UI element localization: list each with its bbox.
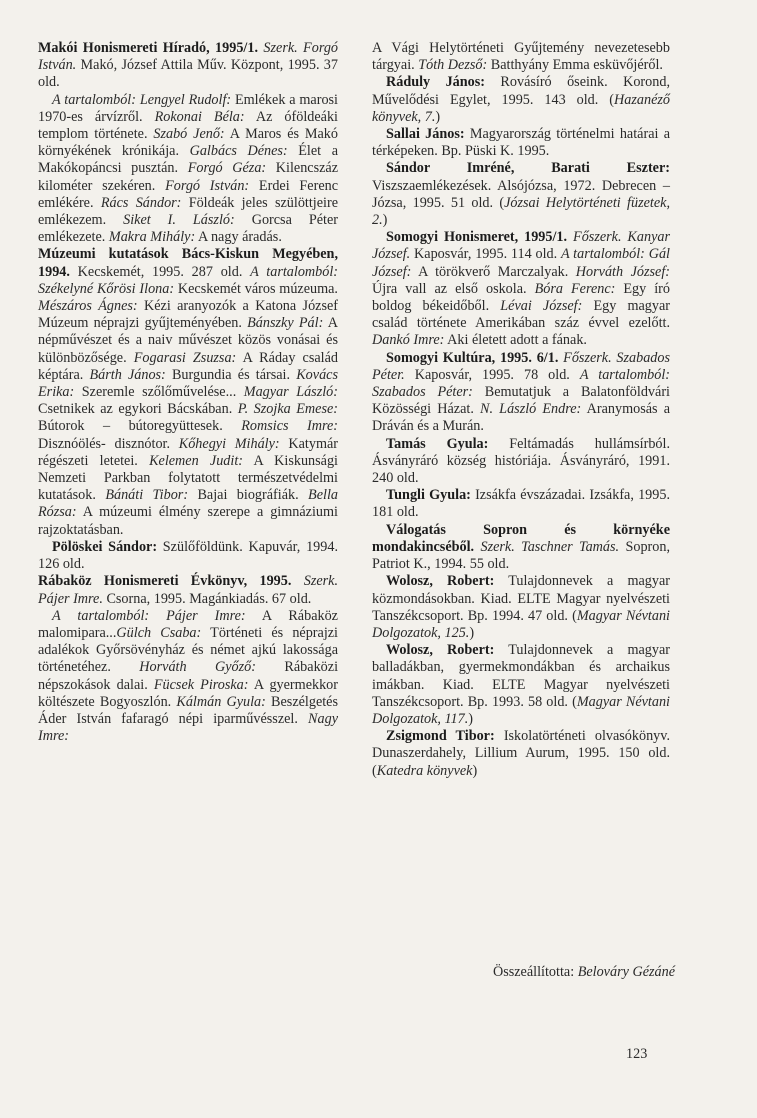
entry-italic-text: A tartalomból: Szabados Péter: xyxy=(372,366,670,401)
entry-text: Csorna, 1995. Magánkiadás. 67 old. xyxy=(102,590,312,607)
entry-italic-text: Fücsek Piroska: xyxy=(153,676,249,693)
entry-text: Kaposvár, 1995. 114 old. xyxy=(410,246,561,263)
entry-text: Beszélgetés Áder István fafaragó népi iparművésszel. xyxy=(38,693,338,727)
entry-text: Disznóölés- disznótor. xyxy=(38,435,179,452)
entry-heading: Somogyi Kultúra, 1995. 6/1. xyxy=(386,349,559,366)
entry-heading: Válogatás Sopron és környéke mondakincséből. xyxy=(372,521,670,555)
entry-text: Kilencszáz kilométer szekéren. xyxy=(38,160,338,194)
entry-text: Bajai biográfiák. xyxy=(188,487,309,504)
bibliography-entry xyxy=(38,92,338,247)
entry-text: ) xyxy=(469,624,475,641)
entry-italic-text: Galbács Dénes: xyxy=(189,143,288,160)
entry-italic-text: Rokonai Béla: xyxy=(154,108,245,125)
entry-text: A múzeumi élmény szerepe a gimnáziumi rajzoktatásban. xyxy=(38,504,338,538)
entry-text: Magyarország történelmi határai a térképeken. Bp. Püski K. 1995. xyxy=(372,126,670,160)
bibliography-entry xyxy=(38,246,338,538)
entry-text: Feltámadás hullámsírból. Ásványráró község históriája. Ásványráró, 1991. 240 old. xyxy=(372,435,670,487)
entry-italic-text: Katedra könyvek xyxy=(376,762,473,779)
entry-italic-text: Szabó Jenő: xyxy=(153,126,225,143)
compiled-by xyxy=(425,964,675,981)
bibliography-entry xyxy=(372,573,670,642)
compiled-by-name: Belováry Gézáné xyxy=(577,964,675,980)
entry-text xyxy=(291,573,303,589)
entry-italic-text: Siket I. László: xyxy=(123,212,235,229)
bibliography-entry xyxy=(38,573,338,607)
bibliography-entry xyxy=(372,126,670,160)
entry-text: A nagy áradás. xyxy=(195,229,282,246)
entry-text: A népművészet és a naiv művészet közös vonásai és különbözősége. xyxy=(38,315,338,366)
entry-text: A Kiskunsági Nemzeti Parkban folytatott természetvédelmi kutatások. xyxy=(38,452,338,504)
entry-italic-text: Dankó Imre: xyxy=(372,332,445,349)
entry-italic-text: Szerk. Taschner Tamás. xyxy=(480,538,620,555)
entry-text: Rovásíró őseink. Korond, Művelődési Egylet, 1995. 143 old. ( xyxy=(372,74,670,108)
entry-text: Izsákfa évszázadai. Izsákfa, 1995. 181 old. xyxy=(372,487,670,521)
entry-text: Élet a Makókopáncsi pusztán. xyxy=(38,143,338,177)
entry-heading: Wolosz, Robert: xyxy=(386,573,495,590)
entry-italic-text: Nagy Imre: xyxy=(38,710,338,745)
entry-heading: Makói Honismereti Híradó, 1995/1. xyxy=(38,40,259,56)
entry-text: Iskolatörténeti olvasókönyv. Dunaszerdahely, Lillium Aurum, 1995. 150 old. ( xyxy=(372,728,670,779)
entry-heading: Wolosz, Robert: xyxy=(386,642,495,659)
entry-italic-text: Forgó Géza: xyxy=(187,160,267,177)
entry-italic-text: Bella Rózsa: xyxy=(38,487,338,521)
bibliography-entry xyxy=(372,160,670,229)
entry-italic-text: Főszerk. Kanyar József. xyxy=(372,229,670,263)
entry-text: Csetnikek az egykori Bácskában. xyxy=(38,401,238,418)
entry-italic-text: Szerk. Pájer Imre. xyxy=(38,573,339,607)
entry-text: Tulajdonnevek a magyar közmondásokban. Kiad. ELTE Magyar nyelvészeti Tanszékcsoport. Bp. 1994. 47 old. ( xyxy=(372,573,671,624)
entry-text: Tulajdonnevek a magyar balladákban, gyermekmondákban és archaikus imákban. Kiad. ELTE Magyar nyelvészeti Tanszékcsoport. Bp. 1993. 58 old. ( xyxy=(372,642,671,710)
entry-text: Sopron, Patriot K., 1994. 55 old. xyxy=(372,538,670,573)
entry-text: Földeák jeles szülöttjeire emlékezem. xyxy=(38,194,338,229)
entry-italic-text: Magyar Névtani Dolgozatok, 117. xyxy=(372,693,670,727)
entry-text: Bútorok – bútoregyüttesek. xyxy=(38,418,242,435)
entry-text: Makó, József Attila Műv. Központ, 1995. 37 old. xyxy=(38,57,338,91)
left-column xyxy=(38,40,338,745)
entry-italic-text: A tartalomból: Székelyné Kőrösi Ilona: xyxy=(38,263,339,297)
entry-text: Kecskemét, 1995. 287 old. xyxy=(69,263,251,280)
entry-italic-text: Kőhegyi Mihály: xyxy=(178,435,280,452)
entry-italic-text: P. Szojka Emese: xyxy=(237,401,338,418)
entry-italic-text: Bánáti Tibor: xyxy=(105,487,189,504)
entry-text: Egy író boldog békeidőből. xyxy=(372,280,670,315)
entry-text: Gorcsa Péter emlékezete. xyxy=(38,212,338,246)
entry-heading: Rábaköz Honismereti Évkönyv, 1995. xyxy=(38,573,292,590)
entry-text: Újra vall az első oskola. xyxy=(372,280,535,297)
entry-text: ) xyxy=(382,212,388,229)
bibliography-entry xyxy=(372,642,670,728)
entry-text: Erdei Ferenc emlékére. xyxy=(38,177,339,211)
entry-text: Kaposvár, 1995. 78 old. xyxy=(404,366,580,383)
entry-text: Egy magyar család története Amerikában száz évvel ezelőtt. xyxy=(372,298,671,332)
entry-text: Szeremle szőlőművelése... xyxy=(74,384,244,401)
bibliography-entry xyxy=(38,608,338,746)
entry-italic-text: Makra Mihály: xyxy=(108,229,196,246)
entry-text: ) xyxy=(472,762,478,779)
entry-text: A Maros és Makó környékének krónikája. xyxy=(38,126,338,160)
entry-heading: Tungli Gyula: xyxy=(386,487,471,504)
entry-italic-text: Kálmán Gyula: xyxy=(176,693,266,710)
entry-text: Katymár régészeti letetei. xyxy=(38,435,338,469)
entry-italic-text: Magyar László: xyxy=(243,384,338,401)
entry-italic-text: Horváth József: xyxy=(575,263,670,280)
entry-heading: Zsigmond Tibor: xyxy=(386,728,495,745)
entry-text: ) xyxy=(435,108,441,125)
page-number: 123 xyxy=(626,1046,648,1062)
entry-text: Aki életett adott a fának. xyxy=(444,332,587,349)
entry-italic-text: Magyar Névtani Dolgozatok, 125. xyxy=(372,607,670,641)
entry-italic-text: Forgó István: xyxy=(165,177,250,194)
entry-text: Burgundia és társai. xyxy=(165,366,297,383)
entry-italic-text: Bóra Ferenc: xyxy=(534,280,616,297)
entry-italic-text: N. László Endre: xyxy=(480,401,582,418)
entry-heading: Tamás Gyula: xyxy=(386,435,489,452)
entry-text: Viszszaemlékezések. Alsójózsa, 1972. Debrecen – Józsa, 1995. 51 old. ( xyxy=(372,177,670,211)
entry-text: Bemutatjuk a Balatonföldvári Közösségi Házat. xyxy=(372,384,670,418)
entry-italic-text: A tartalomból: Gál József: xyxy=(372,246,670,280)
entry-italic-text: Főszerk. Szabados Péter. xyxy=(372,349,671,383)
entry-text: A Vági Helytörténeti Gyűjtemény nevezetesebb tárgyai. xyxy=(372,40,670,74)
entry-italic-text: Fogarasi Zsuzsa: xyxy=(133,349,237,366)
bibliography-entry xyxy=(372,522,670,574)
entry-italic-text: A tartalomból: Lengyel Rudolf: xyxy=(52,91,232,108)
entry-italic-text: Kelemen Judit: xyxy=(149,452,244,469)
entry-italic-text: Mészáros Ágnes: xyxy=(38,298,138,315)
bibliography-entry xyxy=(372,229,670,349)
bibliography-entry xyxy=(372,40,670,74)
bibliography-entry xyxy=(38,40,338,92)
compiled-by-label: Összeállította: xyxy=(492,964,575,980)
entry-text: Batthyány Emma esküvőjéről. xyxy=(487,57,663,74)
entry-heading: Somogyi Honismeret, 1995/1. xyxy=(386,229,568,246)
entry-heading: Múzeumi kutatások Bács-Kiskun Megyében, 1994. xyxy=(38,246,338,280)
entry-italic-text: A tartalomból: Pájer Imre: xyxy=(52,607,246,624)
entry-italic-text: Lévai József: xyxy=(500,298,583,315)
entry-text: Aranymosás a Dráván és a Murán. xyxy=(372,401,670,435)
entry-heading: Pölöskei Sándor: xyxy=(52,538,158,555)
entry-text: ) xyxy=(468,710,474,727)
right-column xyxy=(372,40,670,780)
entry-text: A Rábaköz malomipara... xyxy=(38,607,338,641)
bibliography-entry xyxy=(372,350,670,436)
entry-italic-text: Józsai Helytörténeti füzetek, 2. xyxy=(372,194,670,229)
entry-heading: Sallai János: xyxy=(386,126,465,143)
entry-italic-text: Kovács Erika: xyxy=(38,366,338,401)
bibliography-entry xyxy=(372,487,670,521)
entry-italic-text: Rács Sándor: xyxy=(100,194,182,211)
entry-text: A gyermekkor költészete Bogyoszlón. xyxy=(38,676,338,710)
entry-italic-text: Tóth Dezső: xyxy=(418,57,488,74)
entry-text: A törökverő Marczalyak. xyxy=(411,263,576,280)
bibliography-entry xyxy=(372,74,670,126)
entry-italic-text: Bánszky Pál: xyxy=(247,315,324,332)
entry-italic-text: Hazanéző könyvek, 7. xyxy=(372,91,670,125)
bibliography-entry xyxy=(372,728,670,780)
entry-text: Rábaközi népszokások dalai. xyxy=(38,659,339,693)
entry-text: A Ráday család képtára. xyxy=(38,349,338,383)
bibliography-entry xyxy=(38,539,338,573)
entry-text: Kecskemét város múzeuma. xyxy=(174,280,338,297)
entry-text: Szülőföldünk. Kapuvár, 1994. 126 old. xyxy=(38,538,338,573)
bibliography-entry xyxy=(372,436,670,488)
entry-italic-text: Szerk. Forgó István. xyxy=(38,40,339,74)
entry-text: Kézi aranyozók a Katona József Múzeum néprajzi gyűjteményében. xyxy=(38,298,338,332)
entry-italic-text: Bárth János: xyxy=(89,366,166,383)
entry-italic-text: Gülch Csaba: xyxy=(116,624,202,641)
entry-text: Az óföldeáki templom története. xyxy=(38,108,338,143)
entry-heading: Ráduly János: xyxy=(386,74,485,91)
entry-text: Történeti és néprajzi adalékok Győrsövényház és német ajkú lakossága történetéhez. xyxy=(38,624,339,676)
entry-italic-text: Romsics Imre: xyxy=(241,418,338,435)
entry-italic-text: Horváth Győző: xyxy=(139,659,256,676)
entry-heading: Sándor Imréné, Barati Eszter: xyxy=(386,160,670,177)
entry-text: Emlékek a marosi 1970-es árvízről. xyxy=(38,91,339,125)
